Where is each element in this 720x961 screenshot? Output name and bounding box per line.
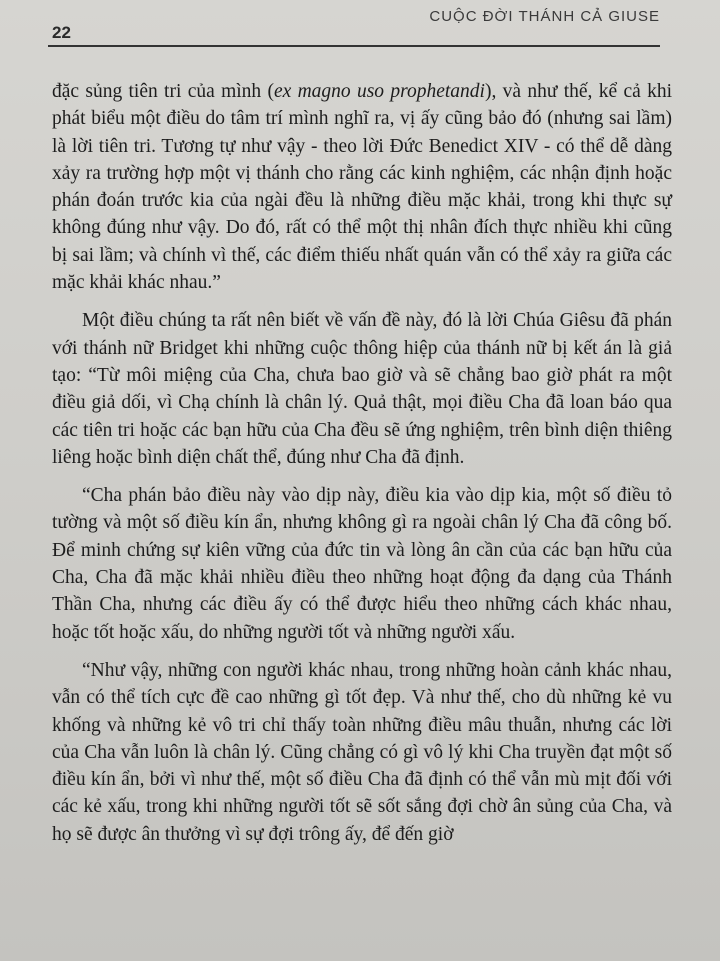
paragraph-1-start: đặc sủng tiên tri của mình ( — [52, 81, 274, 102]
paragraph-4: “Như vậy, những con người khác nhau, trong những hoàn cảnh khác nhau, vẫn có thể tích cực đề cao những gì tốt đẹp. Và như thế, cho dù những kẻ vu khống và những kẻ vô tri chỉ thấy toàn những điều mâu thuẫn, nhưng các lời của Cha vẫn luôn là chân lý. Cũng chẳng có gì vô lý khi Cha truyền đạt một số điều kín ẩn, bởi vì như thế, một số điều Cha đã định có thể vẫn mù mịt đối với các kẻ xấu, trong khi những người tốt sẽ sốt sắng đợi chờ ân sủng của Cha, và họ sẽ được ân thưởng vì sự đợi trông ấy, để đến giờ — [52, 659, 672, 845]
latin-phrase: ex magno uso prophetandi — [273, 81, 485, 102]
header-rule — [48, 45, 660, 47]
paragraph-1-rest: ), và như thế, kể cả khi phát biểu một điều do tâm trí mình nghĩ ra, vị ấy cũng bảo đó (nhưng sai lầm) là lời tiên tri. Tương tự như vậy - theo lời Đức Benedict XIV - có thể dễ dàng xảy ra trường hợp một vị thánh cho rằng các kinh nghiệm, các nhận định hoặc phán đoán trước kia của ngài đều là những điều mặc khải, trong khi thực sự không đúng như vậy. Do đó, rất có thể một thị nhân đích thực nhiều khi cũng bị sai lầm; và chính vì thế, các điểm thiếu nhất quán vẫn có thể xảy ra giữa các mặc khải khác nhau.” — [52, 81, 672, 294]
body-text — [52, 78, 672, 848]
running-title: CUỘC ĐỜI THÁNH CẢ GIUSE — [429, 8, 660, 25]
page-number: 22 — [52, 23, 71, 42]
paragraph-2: Một điều chúng ta rất nên biết về vấn đề này, đó là lời Chúa Giêsu đã phán với thánh nữ Bridget khi những cuộc thông hiệp của thánh nữ bị kết án là giả tạo: “Từ môi miệng của Cha, chưa bao giờ và sẽ chẳng bao giờ phát ra một điều giả dối, vì Chạ chính là chân lý. Quả thật, mọi điều Cha đã loan báo qua các tiên tri hoặc các bạn hữu của Cha đều sẽ ứng nghiệm, trên bình diện thiêng liêng hoặc bình diện chất thể, đúng như Cha đã định. — [52, 310, 672, 468]
page-header — [52, 6, 660, 46]
paragraph-3: “Cha phán bảo điều này vào dịp này, điều kia vào dịp kia, một số điều tỏ tường và một số điều kín ẩn, nhưng không gì ra ngoài chân lý Cha đã công bố. Để minh chứng sự kiên vững của đức tin và lòng ân cần của các bạn hữu của Cha, Cha đã mặc khải nhiều điều theo những hoạt động đa dạng của Thánh Thần Cha, nhưng các điều ấy có thể được hiểu theo những cách khác nhau, hoặc tốt hoặc xấu, do những người tốt và những người xấu. — [52, 485, 672, 643]
paragraph-1 — [52, 78, 672, 296]
